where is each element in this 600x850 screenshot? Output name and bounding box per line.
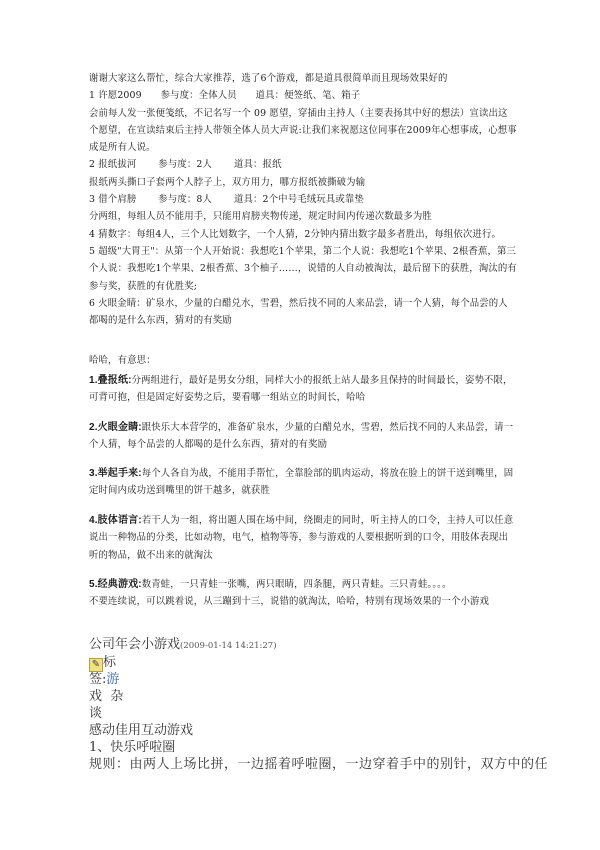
game-list-section (89, 70, 517, 329)
game-2-header: 2 报纸拔河 参与度：2人 道具：报纸 (89, 159, 282, 171)
tag-row-2 (89, 688, 123, 705)
item-3-label: 3.举起手来: (89, 468, 142, 479)
game-4-text: 4 猜数字：每组4人，三个人比划数字，一个人猜，2分钟内猜出数字最多者胜出，每组依次进行。 (89, 228, 502, 240)
item-1-text: 分两组进行，最好是男女分组，同样大小的报纸上站人最多且保持的时间最长，姿势不限，可背可抱，但是固定好姿势之后，要看哪一组站立的时间长，哈哈 (89, 375, 513, 404)
game-6-text: 6 火眼金睛：矿泉水，少量的白醋兑水，雪碧，然后找不同的人来品尝，请一个人猜，每个品尝的人都喝的是什么东西，猜对的有奖励 (89, 297, 508, 327)
item-4-label: 4.肢体语言: (89, 515, 142, 526)
article-heading: 感动佳用互动游戏 (89, 723, 194, 738)
item-5 (89, 576, 517, 611)
item-4 (89, 512, 517, 564)
item-4-text: 若干人为一组，将出题人围在场中间，绕圈走的同时，听主持人的口令，主持人可以任意说出一种物品的分类，比如动物，电气，植物等等，参与游戏的人要根据听到的口令，用肢体表现出听的物品，做不出来的就淘汰 (89, 515, 514, 561)
game-3-header: 3 借个肩膀 参与度：8人 道具：2个中号毛绒玩具或靠垫 (89, 194, 364, 206)
game-1-header: 1 许愿2009 参与度：全体人员 道具：便签纸、笔、箱子 (89, 90, 361, 102)
item-5-note: 不要连续说，可以跳着说，从三蹦到十三，说错的就淘汰，哈哈，特别有现场效果的一个小游戏 (89, 596, 490, 608)
tag-link-tan[interactable]: 谈 (89, 706, 103, 721)
game-2-description: 报纸两头撕口子套两个人脖子上，双方用力，哪方报纸被撕破为输 (89, 176, 366, 188)
article-title-line (89, 636, 277, 655)
item-3-text: 每个人各自为战，不能用手帮忙，全靠脸部的肌肉运动，将放在脸上的饼干送到嘴里，固定时间内成功送到嘴里的饼干越多，就获胜 (89, 468, 514, 497)
item-1-label: 1.叠报纸: (89, 375, 132, 386)
fun-games-section (89, 352, 517, 369)
item-2 (89, 419, 517, 454)
article-subheading: 1、快乐呼啦圈 (89, 740, 176, 755)
tag-label-row (89, 671, 119, 688)
item-3 (89, 465, 517, 500)
tag-row (89, 654, 116, 672)
tag-text: 标 (103, 655, 117, 670)
tag-link-xi[interactable]: 戏 (89, 689, 103, 704)
tag-label: 签: (89, 672, 107, 687)
article-date: (2009-01-14 14:21:27) (180, 641, 277, 651)
tag-link-you[interactable]: 游 (106, 672, 120, 687)
game-3-description: 分两组，每组人员不能用手，只能用肩膀夹物传递，规定时间内传递次数最多为胜 (89, 211, 432, 223)
item-2-label: 2.火眼金睛: (89, 422, 142, 433)
tag-icon: ✎ (89, 658, 103, 672)
item-2-text: 跟快乐大本营学的，准备矿泉水，少量的白醋兑水，雪碧，然后找不同的人来品尝，请一个人猜，每个品尝的人都喝的是什么东西，猜对的有奖励 (89, 422, 514, 451)
tag-row-3 (89, 705, 102, 722)
tag-link-za[interactable]: 杂 (110, 689, 124, 704)
item-1 (89, 372, 517, 407)
article-title: 公司年会小游戏 (89, 637, 181, 652)
intro-text: 谢谢大家这么帮忙，综合大家推荐，选了6个游戏，都是道具很简单而且现场效果好的 (89, 73, 448, 84)
game-5-text: 5 超级"大胃王"：从第一个人开始说：我想吃1个苹果，第二个人说：我想吃1个苹果、2根香蕉，第三个人说：我想吃1个苹果、2根香蕉、3个柚子……，说错的人自动被淘汰，最后留下的获胜，淘汰的有参与奖，获胜的有优胜奖; (89, 245, 517, 292)
item-5-text: 数青蛙，一只青蛙一张嘴，两只眼睛，四条腿，两只青蛙。三只青蛙。。。。 (141, 579, 452, 590)
article-rule-text: 规则：由两人上场比拼，一边摇着呼啦圈，一边穿着手中的别针，双方中的任 (89, 757, 549, 772)
section2-intro: 哈哈，有意思： (89, 355, 156, 366)
item-5-label: 5.经典游戏: (89, 579, 142, 590)
game-1-description: 会前每人发一张便笺纸，不记名写一个 09 愿望，穿插由主持人（主要表扬其中好的想法）宣读出这个愿望，在宣读结束后主持人带领全体人员大声说:让我们来祝愿这位同事在2009年心想事成，心想事成是所有人说。 (89, 107, 517, 154)
